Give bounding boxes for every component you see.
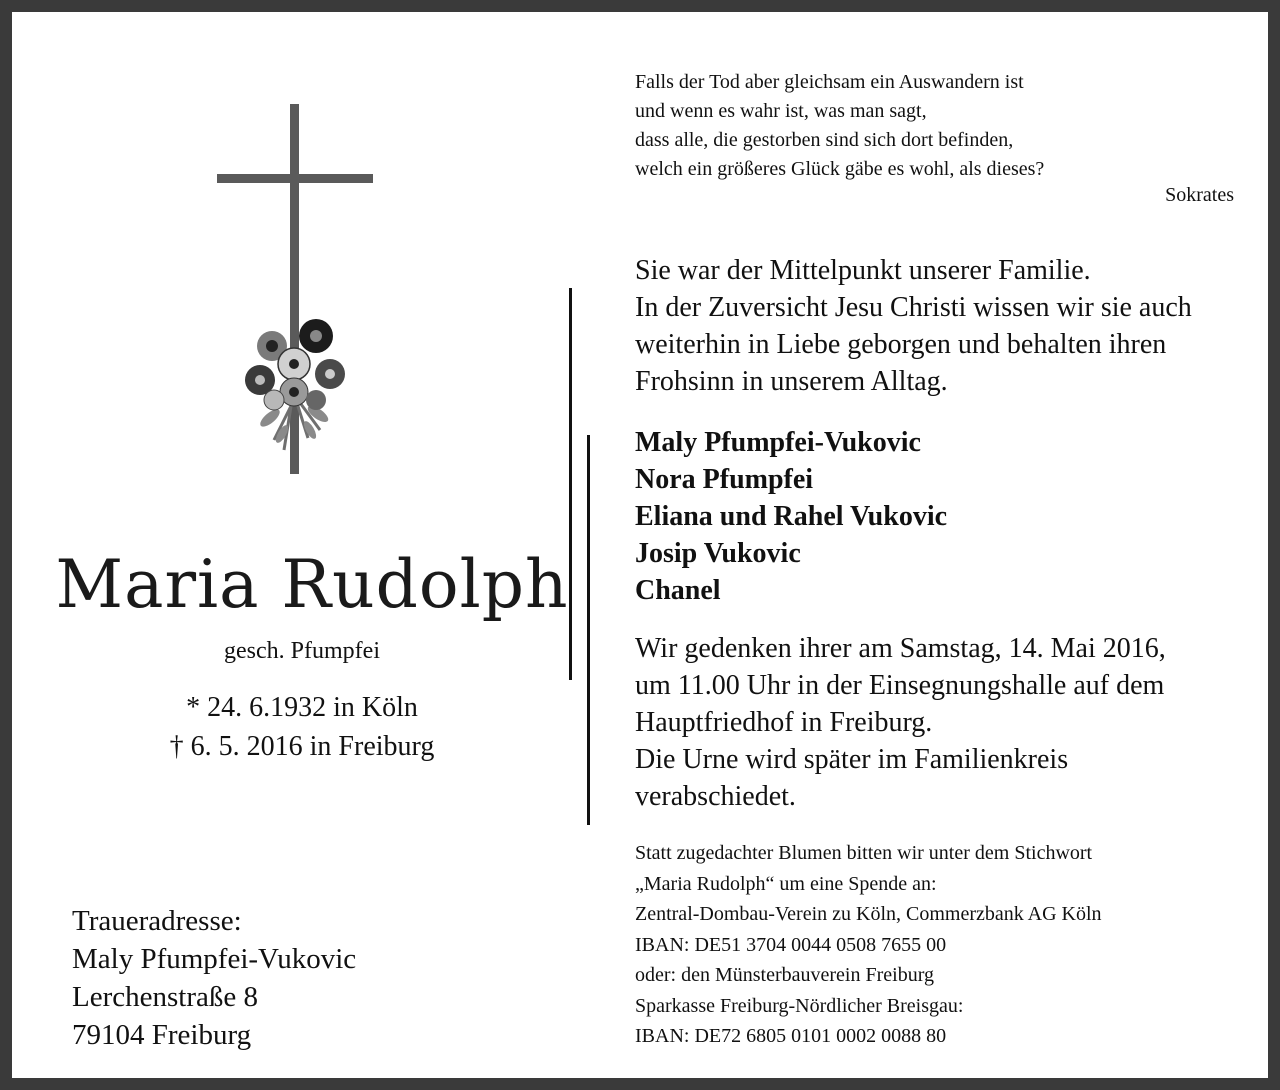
quote-line: Falls der Tod aber gleichsam ein Auswandern ist [635, 71, 1024, 93]
vertical-divider [587, 435, 590, 825]
quote-block [635, 68, 1044, 184]
tribute-line: Sie war der Mittelpunkt unserer Familie. [635, 255, 1091, 286]
cross-icon [212, 100, 382, 480]
mourner-name: Nora Pfumpfei [635, 464, 814, 495]
quote-line: dass alle, die gestorben sind sich dort befinden, [635, 129, 1014, 151]
mourner-name: Eliana und Rahel Vukovic [635, 501, 948, 532]
deceased-maiden-name: gesch. Pfumpfei [224, 638, 380, 664]
quote-line: und wenn es wahr ist, was man sagt, [635, 100, 927, 122]
tribute-text [635, 252, 1192, 400]
mourner-name: Maly Pfumpfei-Vukovic [635, 427, 921, 458]
ceremony-line: Wir gedenken ihrer am Samstag, 14. Mai 2016, [635, 633, 1166, 664]
tribute-line: Frohsinn in unserem Alltag. [635, 366, 948, 397]
mourning-address [72, 902, 356, 1054]
donation-line: Sparkasse Freiburg-Nördlicher Breisgau: [635, 994, 964, 1017]
ceremony-line: um 11.00 Uhr in der Einsegnungshalle auf dem [635, 670, 1165, 701]
ceremony-line: verabschiedet. [635, 781, 796, 812]
donation-info [635, 838, 1102, 1052]
cross-with-flowers-image [212, 100, 382, 480]
death-date: † 6. 5. 2016 in Freiburg [169, 731, 435, 762]
mourner-name: Josip Vukovic [635, 538, 801, 569]
quote-line: welch ein größeres Glück gäbe es wohl, als dieses? [635, 158, 1045, 180]
address-line: Traueradresse: [72, 905, 242, 937]
deceased-name: Maria Rudolph [55, 546, 569, 623]
ceremony-line: Die Urne wird später im Familienkreis [635, 744, 1069, 775]
donation-line: Zentral-Dombau-Verein zu Köln, Commerzbank AG Köln [635, 903, 1102, 925]
birth-date: * 24. 6.1932 in Köln [186, 692, 418, 723]
iban-line: IBAN: DE51 3704 0044 0508 7655 00 [635, 933, 947, 956]
address-line: 79104 Freiburg [72, 1019, 252, 1051]
life-dates [52, 688, 552, 766]
address-line: Maly Pfumpfei-Vukovic [72, 943, 357, 975]
donation-line: oder: den Münsterbauverein Freiburg [635, 964, 934, 986]
tribute-line: In der Zuversicht Jesu Christi wissen wir sie auch [635, 292, 1192, 323]
quote-author: Sokrates [1165, 184, 1234, 206]
donation-line: „Maria Rudolph“ um eine Spende an: [635, 872, 937, 895]
ceremony-line: Hauptfriedhof in Freiburg. [635, 707, 933, 738]
tribute-line: weiterhin in Liebe geborgen und behalten ihren [635, 329, 1167, 360]
ceremony-details [635, 630, 1166, 815]
address-line: Lerchenstraße 8 [72, 981, 258, 1013]
iban-line: IBAN: DE72 6805 0101 0002 0088 80 [635, 1025, 947, 1047]
donation-line: Statt zugedachter Blumen bitten wir unter dem Stichwort [635, 842, 1093, 864]
vertical-divider [569, 288, 572, 680]
mourner-name: Chanel [635, 575, 721, 606]
mourners-list [635, 424, 947, 609]
